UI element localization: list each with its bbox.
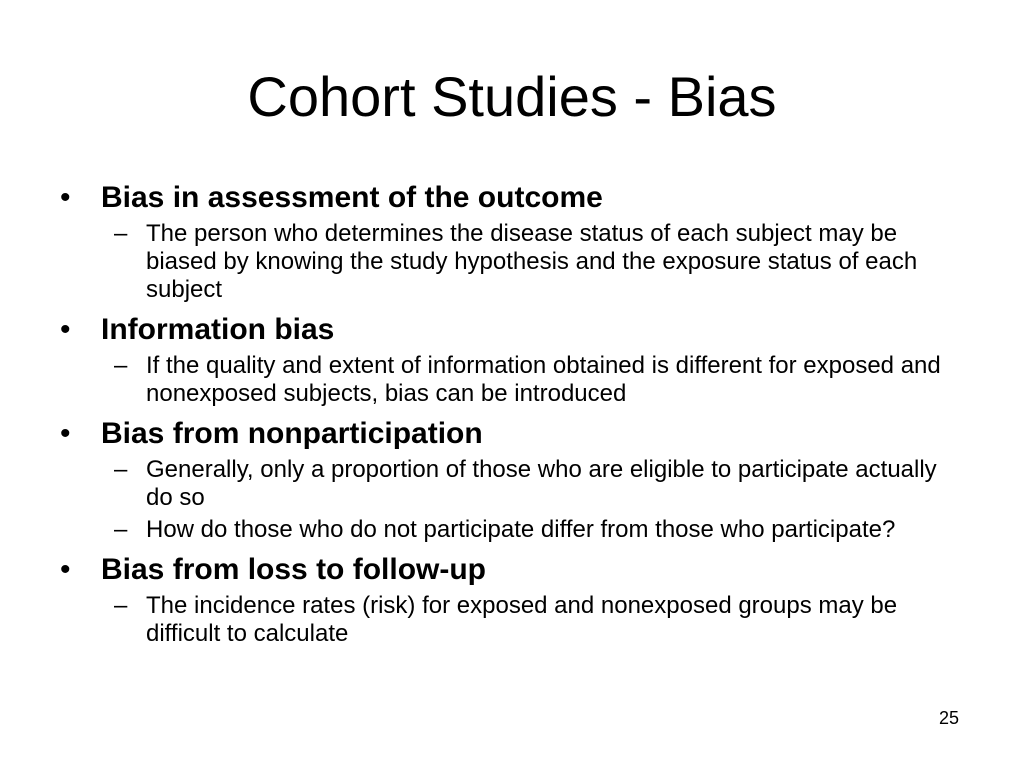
sub-marker: –: [114, 456, 128, 483]
sub-list: [60, 352, 960, 408]
sub-marker: –: [114, 592, 128, 619]
bullet-text: Information bias: [101, 313, 335, 346]
bullet-item: [60, 180, 960, 216]
sub-item: [60, 352, 946, 408]
sub-list: [60, 456, 960, 544]
bullet-marker: •: [60, 553, 71, 586]
sub-text: The incidence rates (risk) for exposed and nonexposed groups may be difficult to calculate: [146, 592, 898, 647]
bullet-marker: •: [60, 417, 71, 450]
sub-list: [60, 220, 960, 304]
bullet-text: Bias in assessment of the outcome: [101, 181, 603, 214]
sub-text: Generally, only a proportion of those who are eligible to participate actually do so: [146, 456, 937, 511]
bullet-item: [60, 312, 960, 348]
sub-marker: –: [114, 220, 128, 247]
page-number: 25: [939, 708, 960, 728]
sub-text: How do those who do not participate differ from those who participate?: [146, 516, 896, 543]
bullet-text: Bias from nonparticipation: [101, 417, 483, 450]
sub-list: [60, 592, 960, 648]
sub-item: [60, 516, 946, 544]
bullet-marker: •: [60, 313, 71, 346]
sub-item: [60, 456, 946, 512]
sub-item: [60, 592, 946, 648]
bullet-item: [60, 552, 960, 588]
bullet-item: [60, 416, 960, 452]
slide-title: Cohort Studies - Bias: [247, 65, 777, 128]
sub-marker: –: [114, 516, 128, 543]
bullet-marker: •: [60, 181, 71, 214]
sub-marker: –: [114, 352, 128, 379]
sub-text: If the quality and extent of information obtained is different for exposed and nonexposed subjects, bias can be introduced: [146, 352, 941, 407]
slide-content: [60, 180, 960, 656]
sub-item: [60, 220, 946, 304]
sub-text: The person who determines the disease status of each subject may be biased by knowing the study hypothesis and the exposure status of each subject: [146, 220, 918, 303]
bullet-text: Bias from loss to follow-up: [101, 553, 487, 586]
